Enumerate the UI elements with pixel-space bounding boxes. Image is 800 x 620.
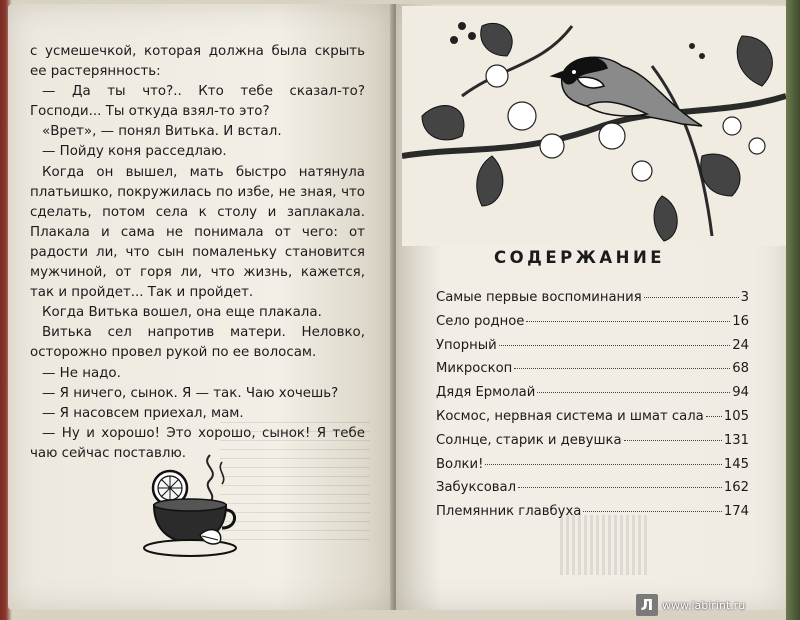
table-of-contents [436, 290, 749, 528]
toc-leader-dots [518, 486, 722, 488]
labirint-logo-icon: Л [636, 594, 658, 616]
toc-page-number: 174 [723, 504, 749, 520]
toc-leader-dots [537, 391, 730, 393]
toc-page-number: 94 [732, 385, 749, 401]
watermark-text: www.labirint.ru [662, 598, 746, 612]
story-paragraph: «Врет», — понял Витька. И встал. [42, 124, 282, 140]
teacup-lemon-illustration [140, 450, 240, 560]
toc-leader-dots [644, 296, 739, 298]
toc-page-number: 145 [723, 456, 749, 472]
toc-entry-title: Космос, нервная система и шмат сала [436, 408, 704, 424]
toc-leader-dots [624, 439, 722, 441]
toc-leader-dots [514, 367, 730, 369]
toc-entry [436, 361, 749, 385]
bird-blossom-illustration [402, 6, 786, 246]
bleed-through [220, 420, 370, 540]
toc-leader-dots [526, 320, 730, 322]
toc-page-number: 105 [723, 408, 749, 424]
story-paragraph: — Не надо. [42, 365, 121, 381]
toc-entry [436, 409, 749, 433]
toc-entry [436, 290, 749, 314]
toc-leader-dots [499, 344, 731, 346]
bleed-through-qr [560, 515, 650, 575]
toc-entry-title: Волки! [436, 456, 484, 472]
toc-entry [436, 480, 749, 504]
toc-entry [436, 457, 749, 481]
story-text [30, 42, 365, 464]
story-paragraph: Витька сел напротив матери. Неловко, осторожно провел рукой по ее волосам. [30, 325, 365, 361]
toc-entry-title: Микроскоп [436, 361, 513, 377]
toc-entry-title: Солнце, старик и девушка [436, 432, 622, 448]
toc-page-number: 16 [732, 313, 749, 329]
contents-heading: СОДЕРЖАНИЕ [494, 248, 666, 267]
toc-leader-dots [583, 510, 721, 512]
toc-entry-title: Село родное [436, 313, 525, 329]
toc-entry-title: Дядя Ермолай [436, 385, 536, 401]
toc-entry-title: Забуксовал [436, 480, 517, 496]
toc-page-number: 162 [723, 480, 749, 496]
story-paragraph: с усмешечкой, которая должна была скрыть ее растерянность: [30, 44, 365, 80]
toc-entry-title: Племянник главбуха [436, 504, 582, 520]
story-paragraph: Когда он вышел, мать быстро натянула платьишко, покружилась по избе, не зная, что сделать, потом села к столу и заплакала. Плакала и сама не понимала от чего: от радости ли, что сын помаленьку становится мужчиной, от горя ли, что жизнь, кажется, так и пройдет... Так и пройдет. [30, 164, 365, 301]
toc-page-number: 68 [732, 361, 749, 377]
story-paragraph: — Я ничего, сынок. Я — так. Чаю хочешь? [42, 385, 339, 401]
toc-page-number: 131 [723, 432, 749, 448]
toc-entry [436, 314, 749, 338]
toc-entry [436, 338, 749, 362]
toc-page-number: 24 [732, 337, 749, 353]
story-paragraph: — Да ты что?.. Кто тебе сказал-то? Господи... Ты откуда взял-то это? [30, 84, 365, 120]
toc-entry-title: Самые первые воспоминания [436, 290, 642, 305]
story-paragraph: — Пойду коня расседлаю. [42, 144, 227, 160]
story-paragraph: Когда Витька вошел, она еще плакала. [42, 305, 322, 321]
cover-edge [786, 0, 800, 620]
toc-page-number: 3 [740, 290, 749, 305]
site-watermark [636, 590, 800, 620]
story-paragraph: — Ну и хорошо! Это хорошо, сынок! Я тебе чаю сейчас поставлю. [30, 425, 365, 461]
toc-entry [436, 385, 749, 409]
toc-entry-title: Упорный [436, 337, 497, 353]
story-paragraph: — Я насовсем приехал, мам. [42, 405, 244, 421]
toc-leader-dots [485, 463, 721, 465]
toc-leader-dots [706, 415, 722, 417]
toc-entry [436, 433, 749, 457]
